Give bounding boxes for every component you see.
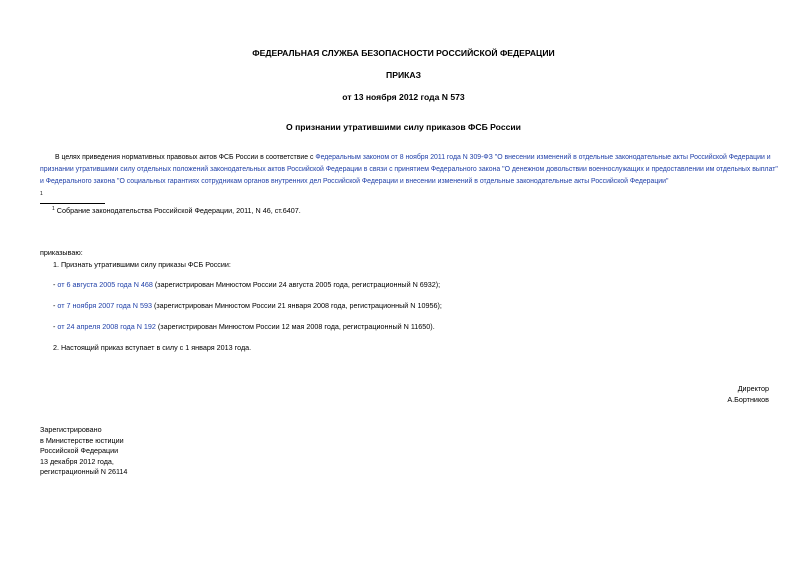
doc-subject: О признании утратившими силу приказов ФСБ России (286, 122, 521, 132)
item-2: 2. Настоящий приказ вступает в силу с 1 января 2013 года. (53, 343, 252, 352)
registration-line: 13 декабря 2012 года, (40, 456, 114, 466)
registration-line: Зарегистрировано (40, 425, 102, 434)
preamble-footnote-mark[interactable]: 1 (40, 191, 43, 197)
list-item-rest: (зарегистрирован Минюстом России 21 января 2008 года, регистрационный N 10956); (151, 301, 442, 310)
footnote-mark: 1 (52, 206, 55, 212)
list-item-rest: (зарегистрирован Минюстом России 12 мая 2008 года, регистрационный N 11650). (155, 322, 435, 331)
preamble-lead: В целях приведения нормативных правовых актов ФСБ России в соответствие с (55, 154, 316, 161)
order-468-link[interactable]: от 6 августа 2005 года N 468 (57, 280, 153, 289)
order-593-link[interactable]: от 7 ноября 2007 года N 593 (57, 301, 152, 310)
registration-line: в Министерстве юстиции (40, 435, 124, 445)
doc-type: ПРИКАЗ (386, 70, 421, 80)
orders-word: приказываю: (40, 248, 83, 257)
federal-law-link[interactable]: Федеральным законом от 8 ноября 2011 года N 309-ФЗ "О внесении изменений в отдельные законодательные акты Российской Федерации и признании утратившими силу отдельных положений законодательных актов Российской Федерации в связи с принятием Федерального закона "О денежном довольствии военнослужащих и предоставлении им отдельных выплат" и Федерального закона "О социальных гарантиях сотрудникам органов внутренних дел Российской Федерации и внесении изменений в отдельные законодательные акты Российской Федерации" (40, 154, 778, 185)
signature-name: А.Бортников (727, 395, 769, 404)
list-item (53, 301, 442, 311)
list-item (53, 280, 440, 290)
list-item (53, 322, 435, 332)
registration-block (40, 425, 127, 478)
agency-title: ФЕДЕРАЛЬНАЯ СЛУЖБА БЕЗОПАСНОСТИ РОССИЙСКОЙ ФЕДЕРАЦИИ (252, 48, 555, 58)
preamble-paragraph (40, 152, 780, 200)
list-dash: - (53, 280, 58, 289)
doc-date-number: от 13 ноября 2012 года N 573 (342, 92, 465, 102)
footnote (52, 206, 301, 216)
list-dash: - (53, 301, 58, 310)
order-192-link[interactable]: от 24 апреля 2008 года N 192 (57, 322, 156, 331)
list-item-rest: (зарегистрирован Минюстом России 24 августа 2005 года, регистрационный N 6932); (152, 280, 441, 289)
registration-line: Российской Федерации (40, 446, 119, 455)
signature-title: Директор (737, 384, 769, 393)
footnote-text: Собрание законодательства Российской Федерации, 2011, N 46, ст.6407. (56, 206, 301, 215)
footnote-divider (40, 203, 105, 204)
registration-line: регистрационный N 26114 (40, 467, 128, 476)
item-1: 1. Признать утратившими силу приказы ФСБ России: (53, 260, 231, 269)
list-dash: - (53, 322, 58, 331)
